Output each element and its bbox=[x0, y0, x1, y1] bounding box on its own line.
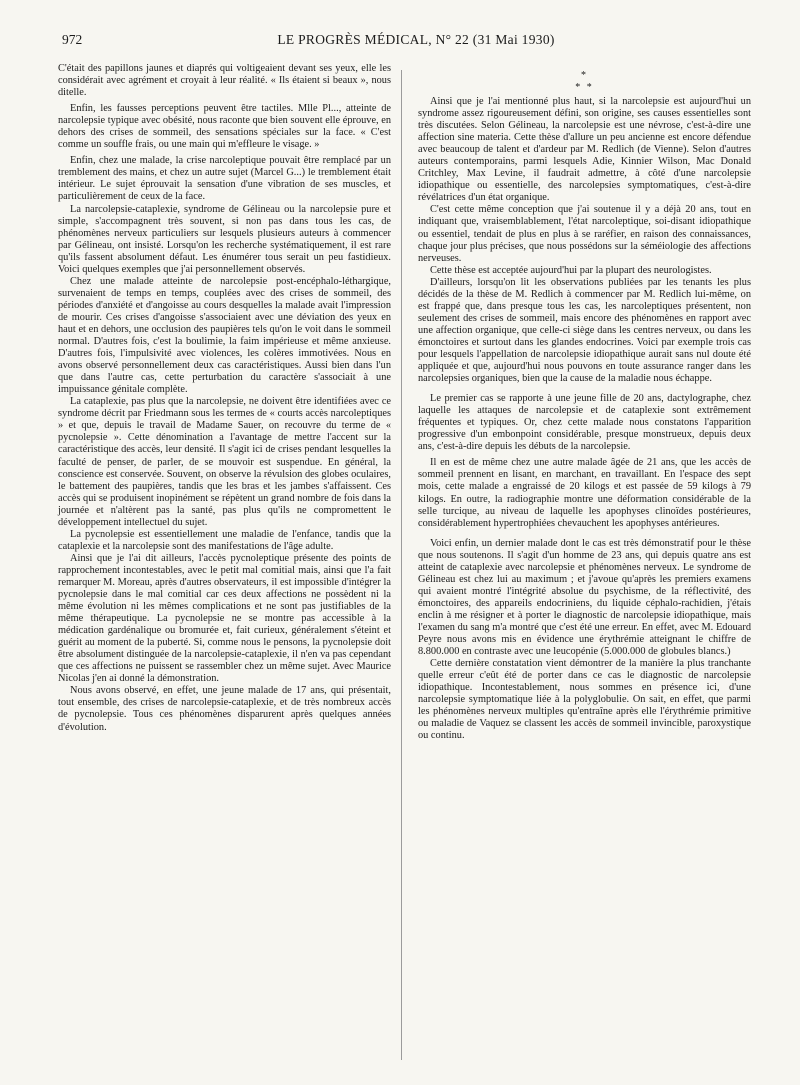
paragraph: D'ailleurs, lorsqu'on lit les observations publiées par les tenants les plus décidés de la thèse de M. Redlich à commencer par M. Redlich lui-même, on est frappé que, dans presque tous les cas, les narcoleptiques présentent, non seulement des crises de sommeil, mais encore des phénomènes en rapport avec une affection organique, que celle-ci siège dans les centres nerveux, ou dans les émonctoires et surtout dans les glandes endocrines. Voici par exemple trois cas pour lesquels l'appellation de narcolepsie idiopathique aurait sans nul doute été appliquée et que, aujourd'hui nous pouvons en toute assurance ranger dans les narcolepsies organiques, bien que la cause de la maladie nous échappe. bbox=[418, 276, 751, 385]
paragraph: Ainsi que je l'ai dit ailleurs, l'accès pycnoleptique présente des points de rapprochement incontestables, avec le petit mal comitial mais, ainsi que l'a fait remarquer M. Moreau, après d'autres observateurs, il est impossible d'intégrer la pycnolepsie dans le mal comitial car ces deux affections ne possèdent ni la même évolution ni les mêmes complications et ne sont pas justifiables de la même thérapeutique. La pycnolepsie ne se montre pas accessible à la médication gardénalique ou bromurée et, fait curieux, généralement s'éteint et guérit au moment de la puberté. Si, comme nous le pensons, la pycnolepsie doit être absolument distinguée de la narcolepsie-cataplexie, il n'en va pas cependant que ces affections ne puissent se rassembler chez un même sujet. Avec Maurice Nicolas j'en ai donné la démonstration. bbox=[58, 552, 391, 685]
paragraph: La cataplexie, pas plus que la narcolepsie, ne doivent être identifiées avec ce syndrome décrit par Friedmann sous les termes de « courts accès narcoleptiques » et que, depuis le travail de Madame Sauer, on recouvre du terme de « pycnolepsie ». Cette dénomination a l'avantage de mettre l'accent sur la caractéristique des accès, leur densité. Il s'agit ici de crises pendant lesquelles la faculté de penser, de parler, de se mouvoir est suspendue. En général, la conscience est conservée. Souvent, on observe la révulsion des globes oculaires, le battement des paupières, tandis que les bras et les jambes s'affaissent. Ces accès qui se produisent inopinément se répètent un grand nombre de fois dans la journée et n'altèrent pas la santé, pas plus qu'ils ne compromettent le développement intellectuel du sujet. bbox=[58, 396, 391, 528]
section-separator: * * * bbox=[575, 70, 594, 93]
left-column bbox=[58, 63, 391, 734]
paragraph: Chez une malade atteinte de narcolepsie post-encéphalo-léthargique, survenaient de temps en temps, couplées avec des crises de sommeil, des périodes d'anxiété et d'angoisse au cours desquelles la malade avait l'impression de mourir. Ces crises d'angoisse s'associaient avec une déviation des yeux en haut et en dehors, une occlusion des paupières tels qu'on le voit dans le sommeil normal. D'autres fois, c'est la boulimie, la faim impérieuse et même anxieuse. D'autres fois, l'impulsivité avec violences, les colères immotivées. Nous en avons observé personnellement deux cas caractéristiques. Aussi bien dans l'un que dans l'autre cas, cette perturbation du caractère s'associait à une impuissance génitale complète. bbox=[58, 275, 391, 396]
paragraph: Voici enfin, un dernier malade dont le cas est très démonstratif pour le thèse que nous soutenons. Il s'agit d'un homme de 23 ans, qui depuis quatre ans est atteint de cataplexie avec narcolepsie et phénomènes nerveux. Le syndrome de Gélineau est chez lui au maximum ; et j'avoue qu'après les premiers examens qui avaient montré l'intégrité absolue du psychisme, de la réflectivité, des émonctoires, des appareils endocriniens, du liquide céphalo-rachidien, j'étais enclin à me résigner et à porter le diagnostic de narcolepsie idiopathique, mais l'examen du sang m'a montré que c'est été une erreur. En effet, avec M. Edouard Peyre nous avons mis en évidence une érythrémie atteignant le chiffre de 8.800.000 en contraste avec une leucopénie (5.000.000 de globules blancs.) bbox=[418, 537, 751, 658]
right-column bbox=[418, 70, 751, 742]
paragraph: Il en est de même chez une autre malade âgée de 21 ans, que les accès de sommeil prennent en lisant, en marchant, en travaillant. En l'espace des sept mois, cette malade a engraissé de 20 kilogs et est passée de 59 kilogs à 79 kilogs. En outre, la radiographie montre une déformation considérable de la selle turcique, au niveau de laquelle les apophyses clinoïdes postérieures, considérablement hypertrophiées chevauchent les apophyses antérieures. bbox=[418, 457, 751, 529]
page-number: 972 bbox=[62, 32, 83, 47]
paragraph: Cette thèse est acceptée aujourd'hui par la plupart des neurologistes. bbox=[430, 264, 712, 276]
paragraph: C'est cette même conception que j'ai soutenue il y a déjà 20 ans, tout en indiquant que, vraisemblablement, l'état narcoleptique, soi-disant idiopathique ou essentiel, tendait de plus en plus à se raréfier, en raison des connaissances, chaque jour plus précises, que nous possédons sur la séméiologie des affections nerveuses. bbox=[418, 204, 751, 264]
paragraph: Cette dernière constatation vient démontrer de la manière la plus tranchante quelle erreur c'eût été de porter dans ce cas le diagnostic de narcolepsie idiopathique. Incontestablement, nous sommes en présence ici, d'une narcolepsie symptomatique liée à la polyglobulie. On sait, en effet, que parmi les phénomènes nerveux multiples qu'entraîne après elle l'érythrémie primitive ou maladie de Vaquez se classent les accès de sommeil invincible, paroxystique ou continu. bbox=[418, 658, 751, 742]
paragraph: Le premier cas se rapporte à une jeune fille de 20 ans, dactylographe, chez laquelle les attaques de narcolepsie et de cataplexie sont extrêmement fréquentes et typiques. Or, chez cette malade nous constatons l'apparition progressive d'un embonpoint considérable, presque monstrueux, depuis deux ans, c'est-à-dire depuis les débuts de la narcolepsie. bbox=[418, 393, 751, 453]
running-header bbox=[62, 32, 770, 54]
paragraph: La narcolepsie-cataplexie, syndrome de Gélineau ou la narcolepsie pure et simple, s'accompagnent très souvent, si non pas dans tous les cas, de phénomènes nerveux particuliers sur lesquels plusieurs auteurs à commencer par Gélineau, ont insisté. Lorsqu'on les recherche systématiquement, il est rare qu'ils fassent absolument défaut. Les énumérer tous serait un peu fastidieux. Voici quelques exemples que j'ai personnellement observés. bbox=[58, 203, 391, 275]
paragraph: Nous avons observé, en effet, une jeune malade de 17 ans, qui présentait, tout ensemble, des crises de narcolepsie-cataplexie, et de très nombreux accès de pycnolepsie. Tous ces phénomènes disparurent après quelques années d'évolution. bbox=[58, 685, 391, 733]
paragraph: Enfin, les fausses perceptions peuvent être tactiles. Mlle Pl..., atteinte de narcolepsie typique avec obésité, nous raconte que bien souvent elle éprouve, en dehors des crises de sommeil, des sensations spéciales sur la face. « C'est comme un souffle frais, ou une main qui m'effleure le visage. » bbox=[58, 103, 391, 151]
paragraph: Enfin, chez une malade, la crise narcoleptique pouvait être remplacé par un tremblement des mains, et chez un autre sujet (Marcel G...) le tremblement était intérieur. Le sujet éprouvait la sensation d'une vibration de ses muscles, et particulièrement de ceux de la face. bbox=[58, 155, 391, 203]
paragraph: La pycnolepsie est essentiellement une maladie de l'enfance, tandis que la cataplexie et la narcolepsie sont des manifestations de l'âge adulte. bbox=[58, 528, 391, 552]
column-divider bbox=[401, 70, 402, 1060]
journal-title: LE PROGRÈS MÉDICAL, N° 22 (31 Mai 1930) bbox=[277, 32, 555, 47]
paragraph: C'était des papillons jaunes et diaprés qui voltigeaient devant ses yeux, elle les considérait avec agrément et croyait à leur réalité. « Ils étaient si beaux », nous ditelle. bbox=[58, 63, 391, 99]
paragraph: Ainsi que je l'ai mentionné plus haut, si la narcolepsie est aujourd'hui un syndrome assez rigoureusement défini, son origine, ses causes essentielles sont très discutées. Selon Gélineau, la narcolepsie est une névrose, c'est-à-dire une affection sine materia. Cette thèse d'allure un peu ancienne est encore défendue avec beaucoup de talent et d'ardeur par M. Redlich (de Vienne). Selon d'autres auteurs contemporains, parmi lesquels Adie, Kinnier Wilson, Mac Donald Critchley, Max Levine, il faudrait admettre, à côté d'une narcolepsie idiopathique ou essentielle, des narcolepsies symptomatiques, c'est-à-dire révélatrices d'un état organique. bbox=[418, 96, 751, 204]
